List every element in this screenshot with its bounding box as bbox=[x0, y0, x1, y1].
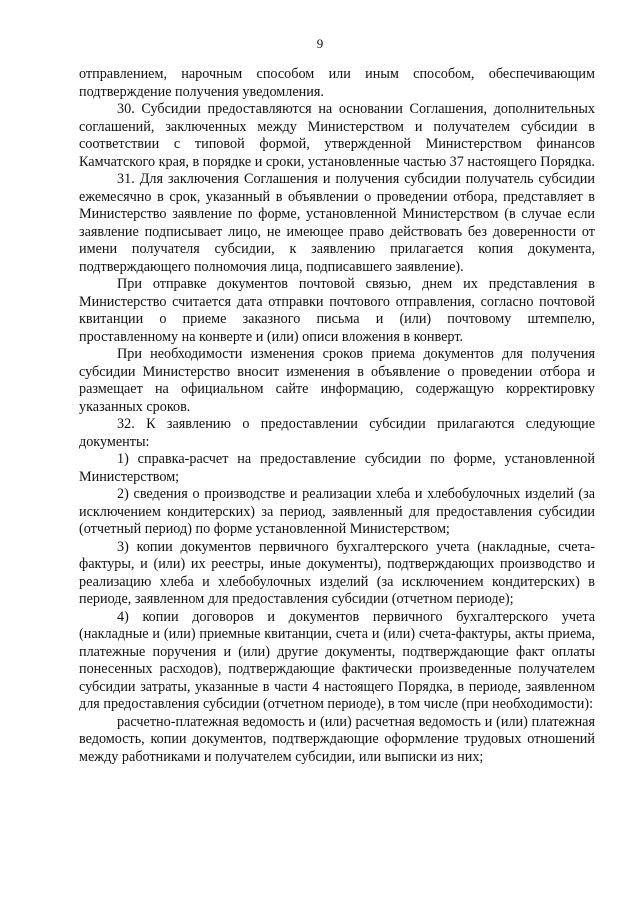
paragraph: 32. К заявлению о предоставлении субсидии прилагаются следующие документы: bbox=[79, 416, 595, 450]
paragraph: отправлением, нарочным способом или иным способом, обеспечивающим подтверждение получения уведомления. bbox=[79, 66, 595, 100]
list-item: 2) сведения о производстве и реализации хлеба и хлебобулочных изделий (за исключением кондитерских) за период, заявленный для предоставления субсидии (отчетный период) по форме установленной Министерством; bbox=[79, 486, 595, 537]
document-body bbox=[79, 66, 595, 766]
page-number: 9 bbox=[316, 36, 324, 51]
list-item: 3) копии документов первичного бухгалтерского учета (накладные, счета-фактуры, и (или) их реестры, иные документы), подтверждающих производство и реализацию хлеба и хлебобулочных изделий (за исключением кондитерских) в периоде, заявленном для предоставления субсидии (отчетном периоде); bbox=[79, 538, 595, 607]
paragraph: При необходимости изменения сроков приема документов для получения субсидии Министерство вносит изменения в объявление о проведении отбора и размещает на официальном сайте информацию, содержащую корректировку указанных сроков. bbox=[79, 346, 595, 415]
paragraph: расчетно-платежная ведомость и (или) расчетная ведомость и (или) платежная ведомость, копии документов, подтверждающие оформление трудовых отношений между работниками и получателем субсидии, или выписки из них; bbox=[79, 713, 595, 765]
paragraph: 31. Для заключения Соглашения и получения субсидии получатель субсидии ежемесячно в срок, указанный в объявлении о проведении отбора, представляет в Министерство заявление по форме, установленной Министерством (в случае если заявление подписывает лицо, не имеющее право действовать без доверенности от имени получателя субсидии, к заявлению прилагается копия документа, подтверждающего полномочия лица, подписавшего заявление). bbox=[79, 171, 595, 275]
list-item: 4) копии договоров и документов первичного бухгалтерского учета (накладные и (или) приемные квитанции, счета и (или) счета-фактуры, акты приема, платежные поручения и (или) другие документы, подтверждающие факт оплаты понесенных расходов), подтверждающие фактически произведенные получателем субсидии затраты, указанные в части 4 настоящего Порядка, в периоде, заявленном для предоставления субсидии (отчетном периоде), в том числе (при необходимости): bbox=[79, 608, 595, 712]
paragraph: При отправке документов почтовой связью, днем их представления в Министерство считается дата отправки почтового отправления, согласно почтовой квитанции о приеме заказного письма и (или) почтовому штемпелю, проставленному на конверте и (или) описи вложения в конверт. bbox=[79, 276, 595, 345]
list-item: 1) справка-расчет на предоставление субсидии по форме, установленной Министерством; bbox=[79, 451, 595, 485]
paragraph: 30. Субсидии предоставляются на основании Соглашения, дополнительных соглашений, заключенных между Министерством и получателем субсидии в соответствии с типовой формой, утвержденной Министерством финансов Камчатского края, в порядке и сроки, установленные частью 37 настоящего Порядка. bbox=[79, 101, 595, 170]
